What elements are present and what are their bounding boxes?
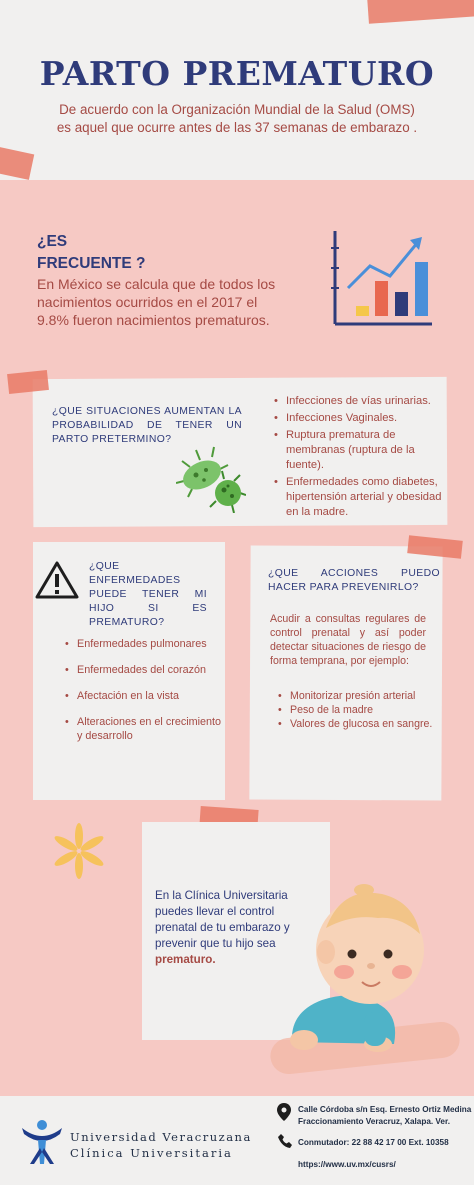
list-item: • Afectación en la vista	[63, 689, 223, 703]
list-item: • Ruptura prematura de membranas (ruptura de la fuente).	[272, 428, 447, 473]
enfermedades-list	[63, 637, 223, 755]
website-link[interactable]: https://www.uv.mx/cusrs/	[298, 1160, 396, 1169]
address: Calle Córdoba s/n Esq. Ernesto Ortiz Medina Fraccionamiento Veracruz, Xalapa. Ver.	[298, 1105, 472, 1126]
prevencion-text: Acudir a consultas regulares de control prenatal y así poder detectar situaciones de riesgo de forma temprana, por ejemplo:	[270, 613, 426, 667]
list-item: • Enfermedades pulmonares	[63, 637, 223, 651]
sparkle-icon	[50, 822, 108, 880]
phone-icon	[278, 1134, 292, 1148]
page-subtitle: De acuerdo con la Organización Mundial de la Salud (OMS) es aquel que ocurre antes de las 37 semanas de embarazo .	[56, 102, 418, 135]
warning-icon	[35, 560, 79, 600]
list-item: • Monitorizar presión arterial	[276, 689, 434, 703]
list-item: • Infecciones de vías urinarias.	[272, 394, 447, 409]
enfermedades-question: ¿QUE ENFERMEDADES PUEDE TENER MI HIJO SI ES PREMATURO?	[89, 561, 207, 628]
university-name: Universidad Veracruzana	[70, 1130, 252, 1144]
bacteria-icon	[176, 445, 246, 513]
frecuente-text: En México se calcula que de todos los nacimientos ocurridos en el 2017 el 9.8% fueron nacimientos prematuros.	[37, 276, 276, 328]
baby-illustration	[282, 872, 442, 1052]
phone-number: Conmutador: 22 88 42 17 00 Ext. 10358	[298, 1138, 449, 1147]
prevencion-list	[276, 689, 434, 731]
decorative-tape	[7, 370, 49, 394]
situaciones-list	[272, 394, 447, 522]
chart-up-icon	[330, 228, 434, 328]
list-item: • Peso de la madre	[276, 703, 434, 717]
situaciones-question: ¿QUE SITUACIONES AUMENTAN LA PROBABILIDAD DE TENER UN PARTO PRETERMINO?	[52, 406, 242, 445]
prevencion-question: ¿QUE ACCIONES PUEDO HACER PARA PREVENIRLO?	[268, 568, 440, 593]
list-item: • Valores de glucosa en sangre.	[276, 717, 434, 731]
cta-highlight: prematuro.	[155, 953, 216, 966]
clinic-name: Clínica Universitaria	[70, 1146, 233, 1160]
list-item: • Enfermedades como diabetes, hipertensión arterial y obesidad en la madre.	[272, 475, 447, 520]
page-title: PARTO PREMATURO	[39, 54, 435, 93]
location-pin-icon	[277, 1103, 291, 1121]
cta-text: En la Clínica Universitaria puedes llevar el control prenatal de tu embarazo y prevenir que tu hijo sea prematuro.	[155, 889, 290, 966]
uv-logo-icon	[20, 1118, 64, 1166]
list-item: • Alteraciones en el crecimiento y desarrollo	[63, 715, 223, 743]
list-item: • Enfermedades del corazón	[63, 663, 223, 677]
list-item: • Infecciones Vaginales.	[272, 411, 447, 426]
frecuente-heading: ¿ES FRECUENTE ?	[37, 233, 146, 272]
